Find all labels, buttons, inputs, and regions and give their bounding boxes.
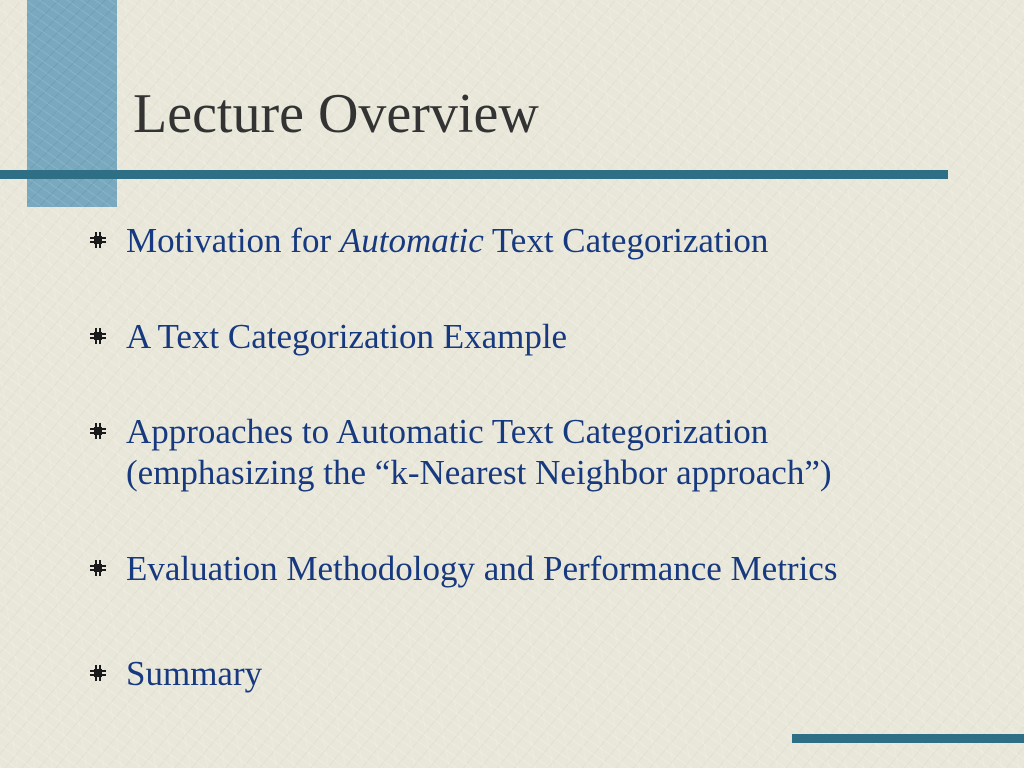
title-underline-rule xyxy=(0,170,948,179)
bullet-text xyxy=(126,220,768,261)
bullet-text xyxy=(126,411,832,493)
slide-title: Lecture Overview xyxy=(133,83,539,145)
bullet-text-emphasis: Automatic xyxy=(339,221,484,260)
bullet-text: Evaluation Methodology and Performance Metrics xyxy=(126,549,838,588)
bullet-text-pre: Motivation for xyxy=(126,221,340,260)
hash-square-bullet-icon xyxy=(90,328,106,344)
hash-square-bullet-icon xyxy=(90,665,106,681)
bullet-text: Summary xyxy=(126,654,263,693)
hash-square-bullet-icon xyxy=(90,423,106,439)
bullet-text-line-1: Approaches to Automatic Text Categorization xyxy=(126,412,769,451)
bullet-text-line-2: (emphasizing the “k-Nearest Neighbor approach”) xyxy=(126,453,832,492)
bullet-text-post: Text Categorization xyxy=(483,221,769,260)
hash-square-bullet-icon xyxy=(90,560,106,576)
hash-square-bullet-icon xyxy=(90,232,106,248)
bottom-accent-rule xyxy=(792,734,1024,743)
bullet-text: A Text Categorization Example xyxy=(126,317,568,356)
